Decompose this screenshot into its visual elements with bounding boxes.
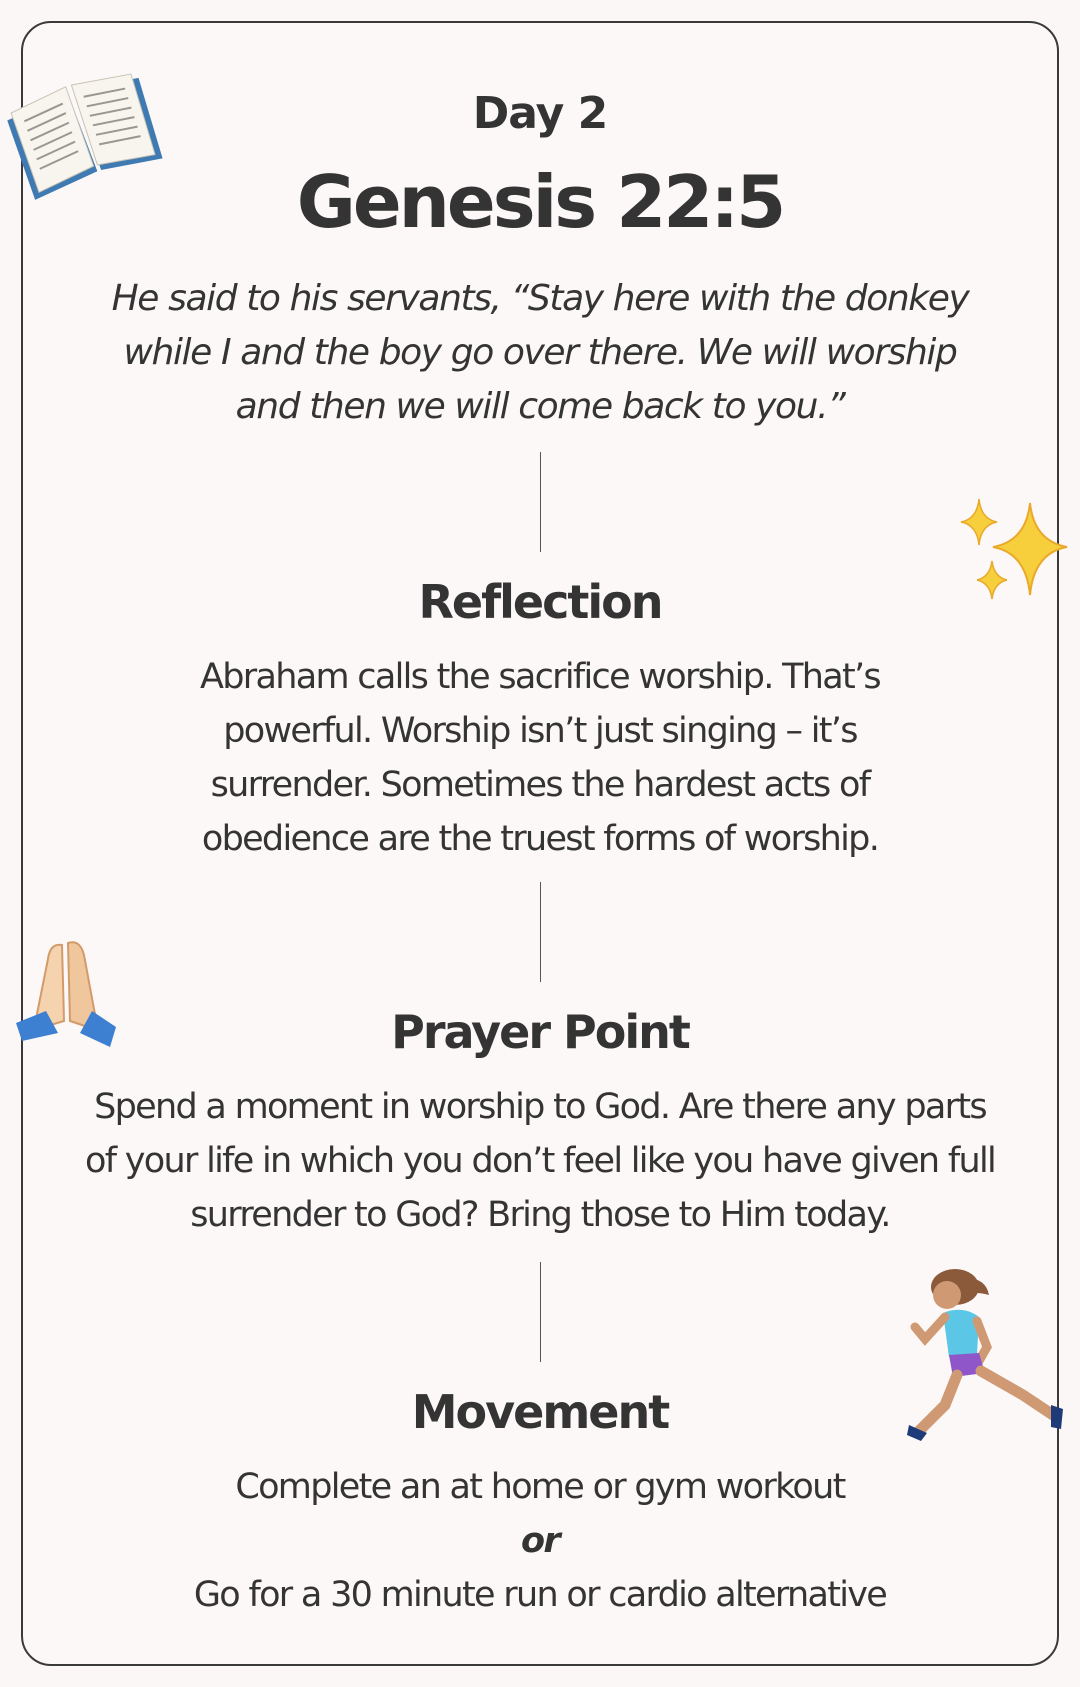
movement-separator: or bbox=[521, 1521, 559, 1561]
day-label: Day 2 bbox=[472, 88, 608, 139]
prayer-point-heading: Prayer Point bbox=[391, 1005, 689, 1059]
reflection-heading: Reflection bbox=[418, 575, 662, 629]
verse-text: He said to his servants, “Stay here with the donkey while I and the boy go over there. We will worship and then we will come back to you.” bbox=[111, 278, 969, 427]
divider bbox=[540, 1262, 541, 1362]
divider bbox=[540, 452, 541, 552]
movement-option-1: Complete an at home or gym workout bbox=[235, 1467, 845, 1507]
movement-option-2: Go for a 30 minute run or cardio alternative bbox=[193, 1575, 887, 1615]
movement-heading: Movement bbox=[411, 1385, 669, 1439]
reflection-body: Abraham calls the sacrifice worship. That’s powerful. Worship isn’t just singing – it’s surrender. Sometimes the hardest acts of obedience are the truest forms of worship. bbox=[200, 657, 880, 859]
prayer-point-body: Spend a moment in worship to God. Are there any parts of your life in which you don’t feel like you have given full surrender to God? Bring those to Him today. bbox=[84, 1087, 995, 1235]
scripture-reference: Genesis 22:5 bbox=[296, 160, 784, 244]
divider bbox=[540, 882, 541, 982]
